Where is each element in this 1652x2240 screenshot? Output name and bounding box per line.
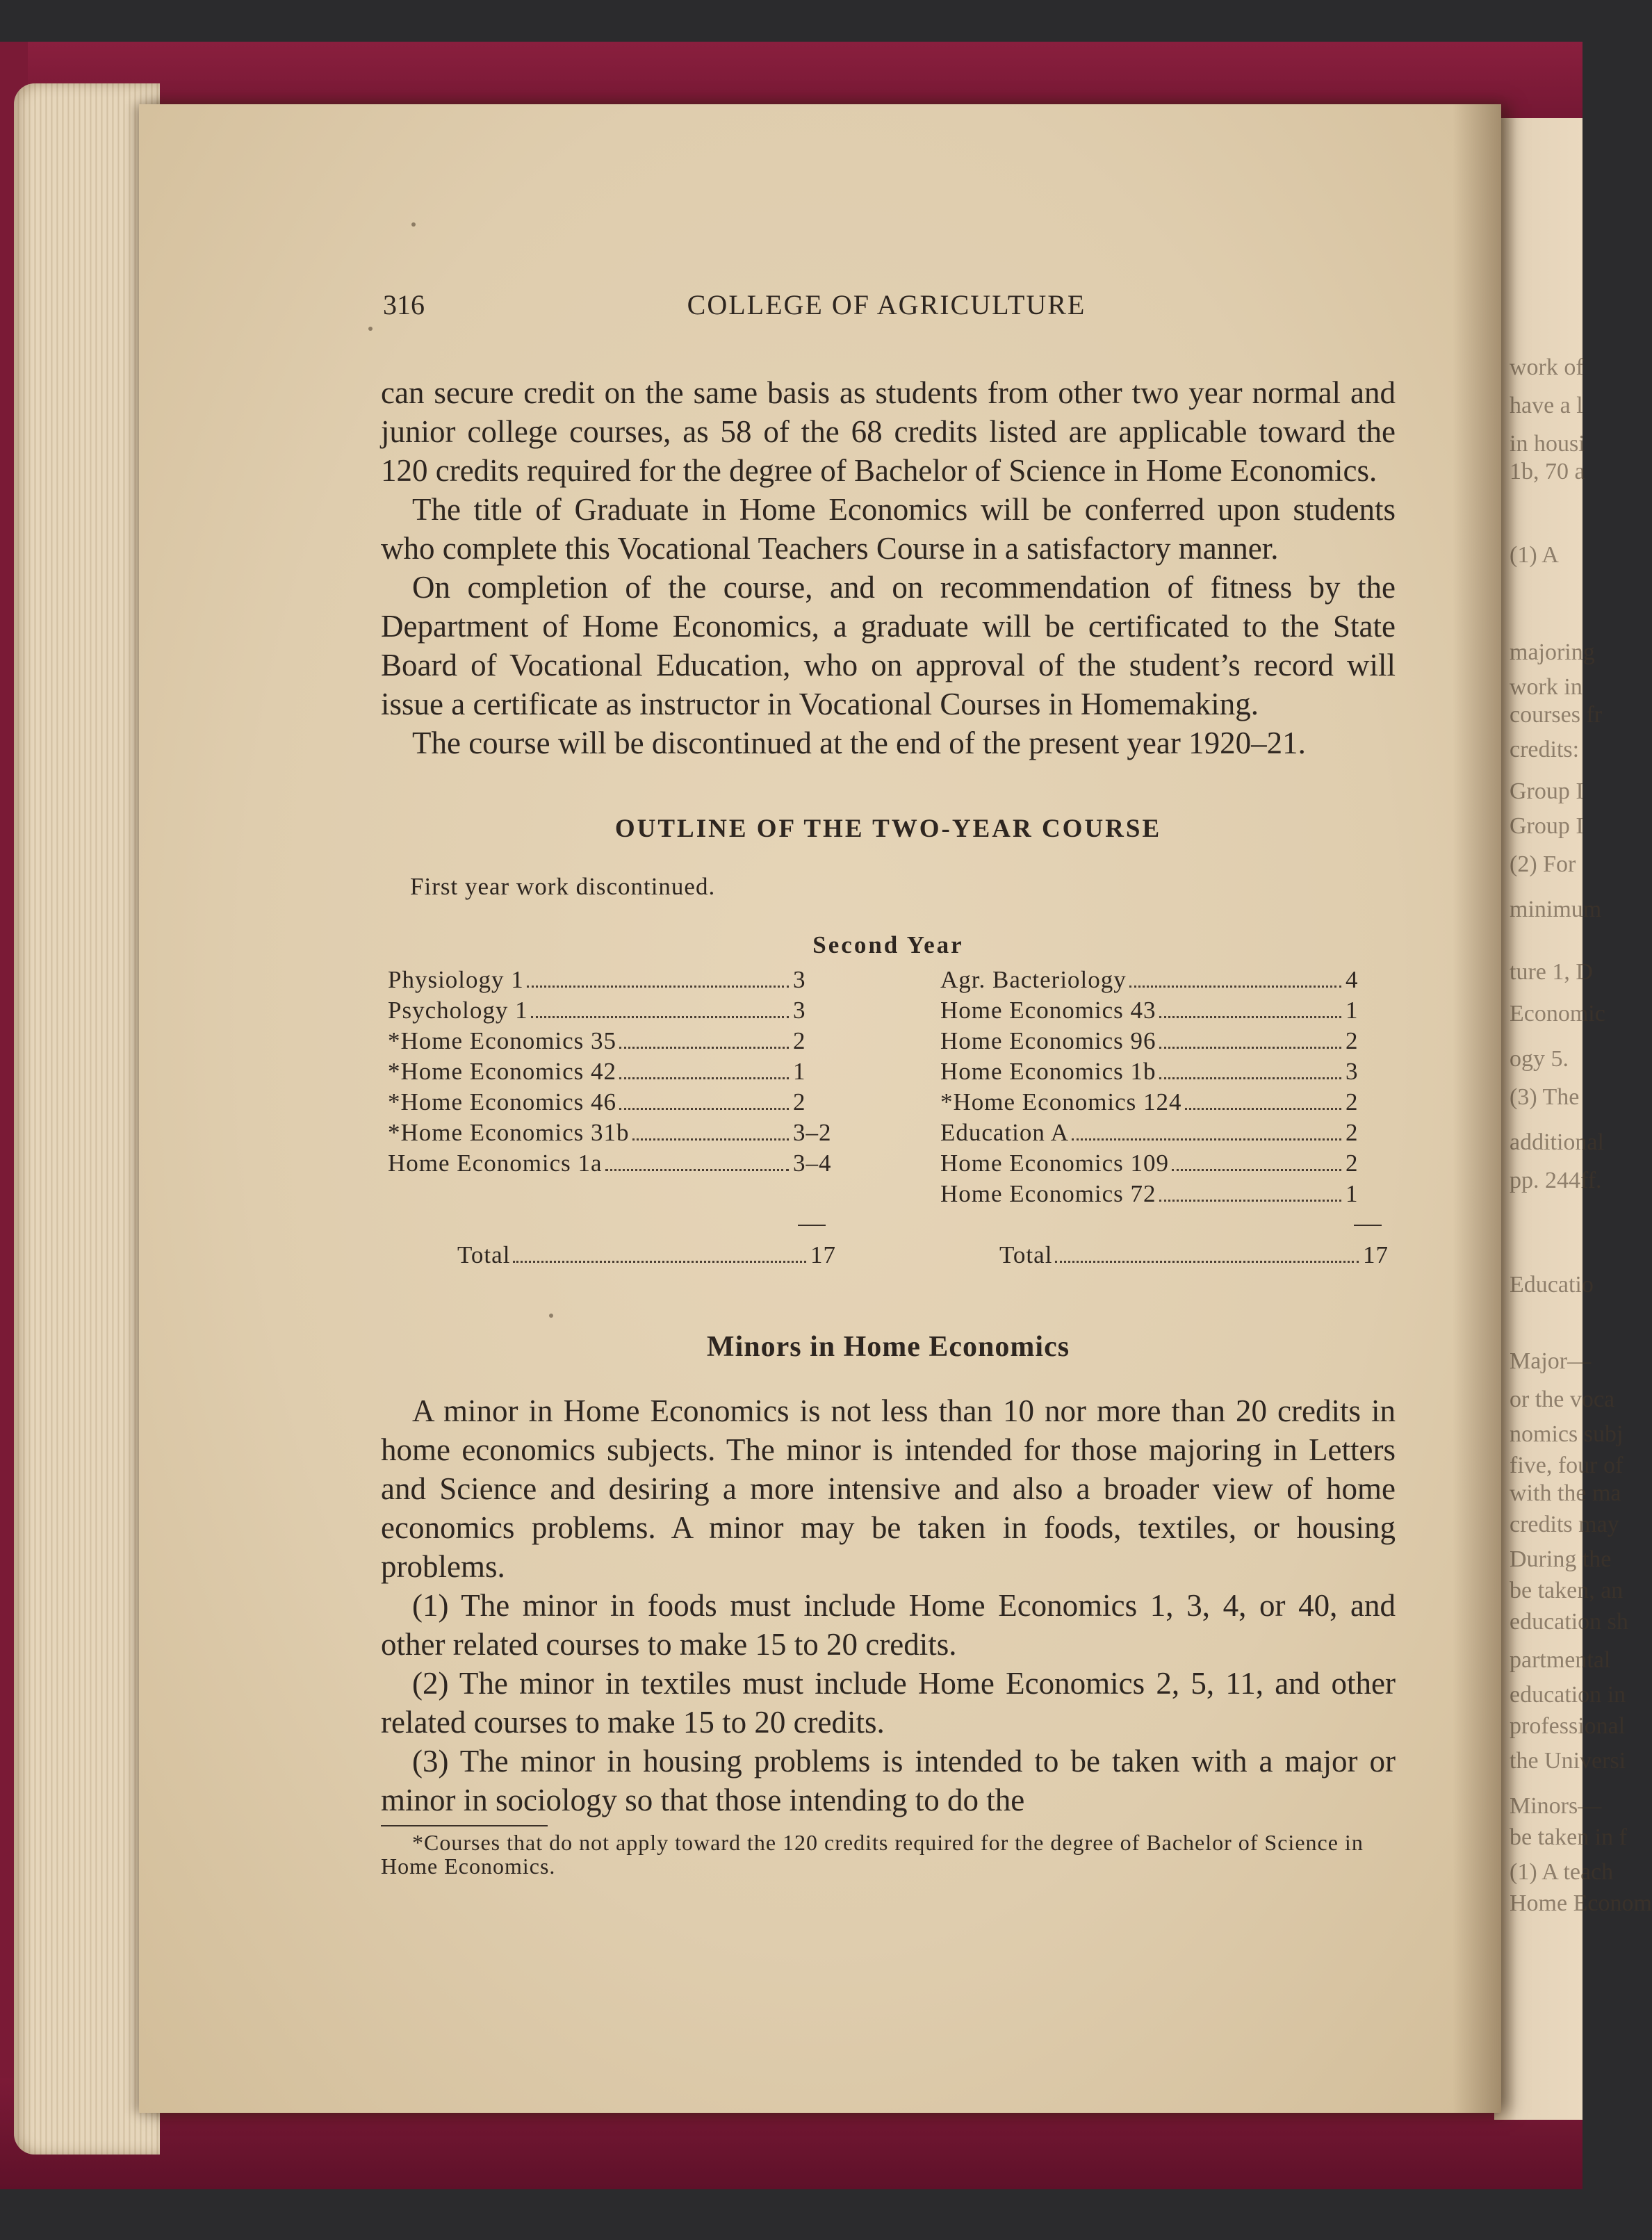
footnote-text: *Courses that do not apply toward the 120 credits required for the degree of Bachelor of Science in Home Economics.: [381, 1830, 1364, 1879]
facing-page-text: education sh: [1510, 1609, 1628, 1635]
leader-dots: [1185, 1108, 1341, 1110]
page-gutter-shadow: [1453, 104, 1501, 2113]
course-column-left: [388, 966, 836, 1272]
facing-page-text: be taken in f: [1510, 1824, 1627, 1850]
total-row: [940, 1241, 1389, 1272]
course-name: *Home Economics 31b: [388, 1119, 630, 1146]
leader-dots: [1172, 1169, 1341, 1171]
course-row: [388, 997, 836, 1027]
facing-page-text: (3) The: [1510, 1084, 1580, 1110]
leader-dots: [1072, 1138, 1341, 1141]
sum-rule: [388, 1211, 836, 1241]
paragraph: A minor in Home Economics is not less than 10 nor more than 20 credits in home economics subjects. The minor is intended for those majoring in Letters and Science and desiring a more intensive and also a broader view of home economics problems. A minor may be taken in foods, textiles, or housing problems.: [381, 1393, 1396, 1584]
course-row: [388, 1027, 836, 1058]
facing-page-text: be taken, an: [1510, 1578, 1624, 1603]
course-name: Home Economics 72: [940, 1180, 1156, 1207]
course-credits: 3: [793, 966, 806, 993]
course-credits: 3–2: [793, 1119, 832, 1146]
course-name: *Home Economics 124: [940, 1088, 1182, 1115]
course-credits: 2: [1346, 1150, 1359, 1177]
course-row: [388, 1150, 836, 1180]
facing-page-text: During the: [1510, 1546, 1612, 1572]
facing-page-text: Group I: [1510, 813, 1584, 839]
facing-page-text: partmental: [1510, 1647, 1611, 1673]
minors-heading: Minors in Home Economics: [706, 1331, 1070, 1363]
paragraph: The title of Graduate in Home Economics will be conferred upon students who complete this Vocational Teachers Course in a satisfactory manner.: [381, 492, 1396, 566]
facing-page-text: Minors—: [1510, 1793, 1602, 1819]
page-content: [231, 288, 1396, 1878]
course-row: [388, 1088, 836, 1119]
course-credits: 2: [1346, 1119, 1359, 1146]
facing-page-text: majoring: [1510, 639, 1595, 665]
course-credits: 4: [1346, 966, 1359, 993]
second-year-heading: Second Year: [812, 931, 964, 958]
paragraph: On completion of the course, and on recommendation of fitness by the Department of Home Economics, a graduate will be certificated to the State Board of Vocational Education, who on approval of the student’s record will issue a certificate as instructor in Vocational Courses in Homemaking.: [381, 570, 1396, 721]
facing-page-text: with the ma: [1510, 1480, 1621, 1506]
facing-page-text: credits may: [1510, 1512, 1619, 1537]
leader-dots: [619, 1077, 789, 1079]
facing-page-text: credits:: [1510, 737, 1580, 762]
facing-page-text: five, four of: [1510, 1453, 1624, 1478]
page-edges: [14, 83, 160, 2155]
course-name: *Home Economics 35: [388, 1027, 617, 1054]
course-credits: 1: [1346, 997, 1359, 1024]
paragraph: (1) The minor in foods must include Home Economics 1, 3, 4, or 40, and other related courses to make 15 to 20 credits.: [381, 1588, 1396, 1662]
course-name: *Home Economics 42: [388, 1058, 617, 1085]
facing-page-text: work of: [1510, 354, 1584, 380]
course-row: [940, 1119, 1389, 1150]
course-name: Physiology 1: [388, 966, 524, 993]
leader-dots: [1129, 986, 1341, 988]
facing-page-text: Educatio: [1510, 1272, 1594, 1298]
course-row: [940, 1150, 1389, 1180]
course-name: Home Economics 43: [940, 997, 1156, 1024]
paragraph: can secure credit on the same basis as students from other two year normal and junior college courses, as 58 of the 68 credits listed are applicable toward the 120 credits required for the degree of Bachelor of Science in Home Economics.: [381, 375, 1396, 488]
course-row: [388, 1119, 836, 1150]
course-credits: 1: [793, 1058, 806, 1085]
facing-page-text: work in: [1510, 674, 1583, 700]
paragraph: The course will be discontinued at the end of the present year 1920–21.: [412, 726, 1306, 760]
total-label: Total: [999, 1241, 1053, 1268]
leader-dots: [605, 1169, 789, 1171]
facing-page-text: additional: [1510, 1129, 1604, 1155]
intro-text: [381, 373, 1396, 762]
minors-text: [381, 1391, 1396, 1820]
facing-page-text: pp. 244ff.: [1510, 1168, 1602, 1193]
course-name: Agr. Bacteriology: [940, 966, 1127, 993]
course-credits: 2: [793, 1027, 806, 1054]
course-row: [940, 997, 1389, 1027]
course-name: *Home Economics 46: [388, 1088, 617, 1115]
course-credits: 3: [793, 997, 806, 1024]
facing-page-text: professional: [1510, 1713, 1626, 1739]
total-value: 17: [1363, 1241, 1389, 1268]
outline-heading: OUTLINE OF THE TWO-YEAR COURSE: [614, 815, 1162, 843]
course-row: [940, 1058, 1389, 1088]
total-label: Total: [457, 1241, 511, 1268]
sum-rule: [940, 1211, 1389, 1241]
facing-page-text: Economic: [1510, 1001, 1605, 1027]
page-number: 316: [383, 289, 425, 320]
facing-page-text: the Universi: [1510, 1748, 1626, 1774]
facing-page-text: courses fr: [1510, 702, 1603, 728]
facing-page-text: minimum: [1510, 897, 1602, 922]
leader-dots: [619, 1047, 789, 1049]
running-title: COLLEGE OF AGRICULTURE: [687, 289, 1086, 320]
leader-dots: [1159, 1016, 1341, 1018]
facing-page-text: ogy 5.: [1510, 1046, 1569, 1072]
facing-page-text: nomics subj: [1510, 1421, 1624, 1447]
course-row: [940, 1088, 1389, 1119]
facing-page-text: Major—: [1510, 1348, 1592, 1374]
course-name: Home Economics 96: [940, 1027, 1156, 1054]
facing-page-text: ture 1, D: [1510, 959, 1593, 985]
leader-dots: [632, 1138, 789, 1141]
footnote-rule: [381, 1825, 548, 1826]
course-row: [940, 1027, 1389, 1058]
course-column-right: [940, 966, 1389, 1272]
facing-page-text: Group I: [1510, 778, 1584, 804]
leader-dots: [1159, 1047, 1341, 1049]
course-credits: 3: [1346, 1058, 1359, 1085]
leader-dots: [527, 986, 789, 988]
facing-page-text: have a l: [1510, 393, 1583, 418]
course-credits: 2: [1346, 1027, 1359, 1054]
facing-page: [1494, 118, 1652, 2120]
facing-page-text: or the voca: [1510, 1387, 1615, 1412]
leader-dots: [1055, 1261, 1359, 1263]
total-row: [388, 1241, 836, 1272]
course-table: [231, 966, 1396, 1293]
leader-dots: [619, 1108, 789, 1110]
course-name: Home Economics 109: [940, 1150, 1170, 1177]
leader-dots: [1159, 1077, 1341, 1079]
paragraph: (2) The minor in textiles must include Home Economics 2, 5, 11, and other related courses to make 15 to 20 credits.: [381, 1666, 1396, 1740]
first-year-note: First year work discontinued.: [410, 873, 716, 900]
course-credits: 2: [793, 1088, 806, 1115]
facing-page-text: (2) For: [1510, 851, 1576, 877]
course-name: Home Economics 1b: [940, 1058, 1156, 1085]
total-value: 17: [810, 1241, 836, 1268]
course-row: [388, 1058, 836, 1088]
facing-page-text: (1) A teach: [1510, 1859, 1614, 1885]
course-name: Psychology 1: [388, 997, 528, 1024]
facing-page-text: (1) A: [1510, 542, 1559, 568]
course-credits: 1: [1346, 1180, 1359, 1207]
running-header: [231, 288, 1396, 330]
course-name: Home Economics 1a: [388, 1150, 603, 1177]
course-row: [940, 1180, 1389, 1211]
leader-dots: [531, 1016, 789, 1018]
course-credits: 3–4: [793, 1150, 832, 1177]
facing-page-text: 1b, 70 a: [1510, 459, 1585, 484]
paragraph: (3) The minor in housing problems is intended to be taken with a major or minor in sociology so that those intending to do the: [381, 1744, 1396, 1817]
course-name: Education A: [940, 1119, 1069, 1146]
course-credits: 2: [1346, 1088, 1359, 1115]
paper-speck: [411, 222, 416, 227]
leader-dots: [513, 1261, 806, 1263]
course-row: [940, 966, 1389, 997]
facing-page-text: in housi: [1510, 431, 1585, 457]
leader-dots: [1159, 1200, 1341, 1202]
course-row: [388, 966, 836, 997]
footnote: [381, 1831, 1396, 1878]
facing-page-text: education in: [1510, 1682, 1626, 1708]
facing-page-text: Home Econom: [1510, 1890, 1652, 1916]
